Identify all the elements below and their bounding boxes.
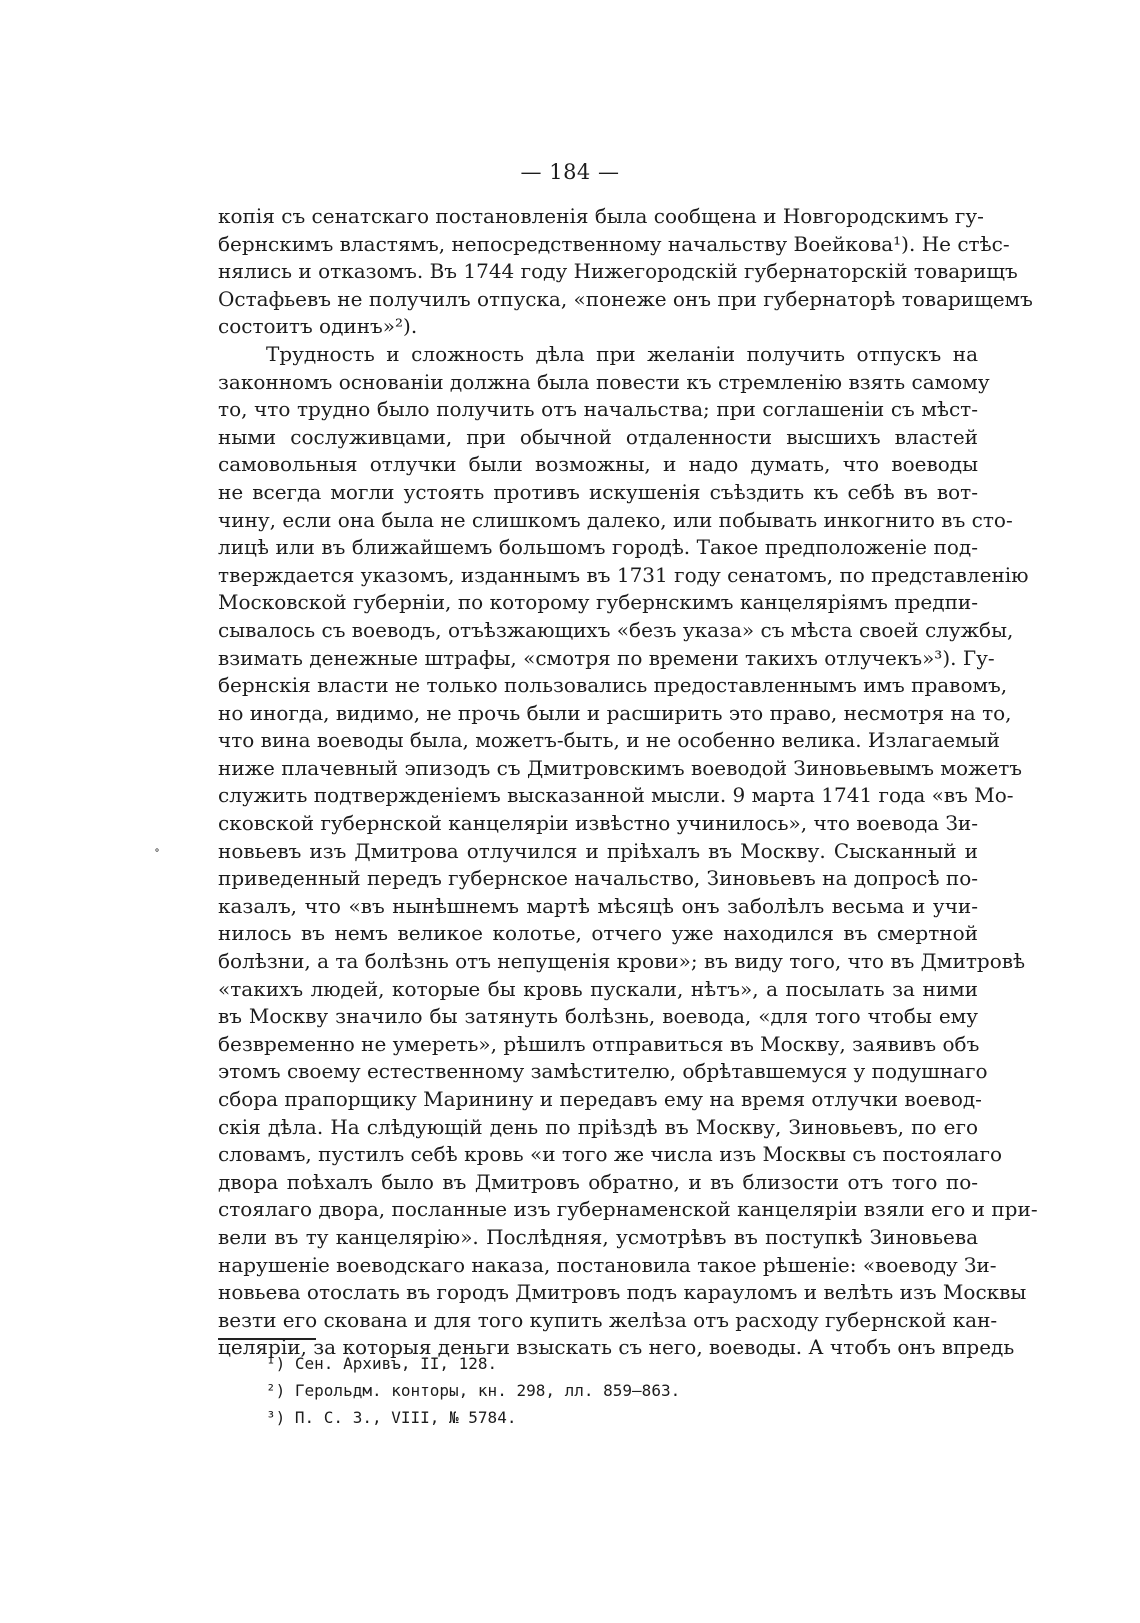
text-line: въ Москву значило бы затянуть болѣзнь, воевода, «для того чтобы ему [218,1004,978,1029]
text-line: «такихъ людей, которые бы кровь пускали, нѣтъ», а посылать за ними [218,976,978,1001]
footnote-divider [218,1338,316,1340]
text-line: самовольныя отлучки были возможны, и надо думать, что воеводы [218,452,978,477]
text-line: чину, если она была не слишкомъ далеко, или побывать инкогнито въ сто- [218,507,1013,532]
page-number: — 184 — [520,160,620,184]
text-line: сывалось съ воеводъ, отъѣзжающихъ «безъ указа» съ мѣста своей службы, [218,617,1014,642]
footnotes [266,1350,866,1431]
text-line: Остафьевъ не получилъ отпуска, «понеже онъ при губернаторѣ товарищемъ [218,286,1033,311]
text-line: лицѣ или въ ближайшемъ большомъ городѣ. Такое предположеніе под- [218,535,978,560]
text-line: безвременно не умереть», рѣшилъ отправиться въ Москву, заявивъ объ [218,1031,980,1056]
text-line: ниже плачевный эпизодъ съ Дмитровскимъ воеводой Зиновьевымъ можетъ [218,755,1023,780]
text-line: сковской губернской канцеляріи извѣстно учинилось», что воевода Зи- [218,811,978,836]
text-line: взимать денежные штрафы, «смотря по времени такихъ отлучекъ»³). Гу- [218,645,995,670]
text-line: нилось въ немъ великое колотье, отчего уже находился въ смертной [218,921,978,946]
text-line: везти его скована и для того купить желѣза отъ расходу губернской кан- [218,1307,998,1332]
body-text [218,203,1038,1362]
text-line: скія дѣла. На слѣдующій день по пріѣздѣ въ Москву, Зиновьевъ, по его [218,1114,978,1139]
text-line: словамъ, пустилъ себѣ кровь «и того же числа изъ Москвы съ постоялаго [218,1142,1002,1167]
text-line: бернскимъ властямъ, непосредственному начальству Воейкова¹). Не стѣс- [218,231,1010,256]
footnote: ²) Герольдм. конторы, кн. 298, лл. 859—863. [266,1381,681,1400]
text-line: тверждается указомъ, изданнымъ въ 1731 году сенатомъ, по представленію [218,562,1029,587]
text-line: болѣзни, а та болѣзнь отъ непущенія крови»; въ виду того, что въ Дмитровѣ [218,949,1026,974]
text-line: ными сослуживцами, при обычной отдаленности высшихъ властей [218,424,978,449]
text-line: что вина воеводы была, можетъ-быть, и не особенно велика. Излагаемый [218,728,1000,753]
text-line: то, что трудно было получить отъ начальства; при соглашеніи съ мѣст- [218,397,978,422]
text-line: но иногда, видимо, не прочь были и расширить это право, несмотря на то, [218,700,1012,725]
text-line: новьевъ изъ Дмитрова отлучился и пріѣхалъ въ Москву. Сысканный и [218,838,978,863]
scan-speck: ˚ [154,848,160,862]
footnote: ¹) Сен. Архивъ, II, 128. [266,1354,498,1373]
text-line: Трудность и сложность дѣла при желаніи получить отпускъ на [266,341,978,366]
text-line: целяріи, за которыя деньги взыскать съ него, воеводы. А чтобъ онъ впредь [218,1335,1015,1360]
text-line: состоитъ одинъ»²). [218,314,418,339]
text-line: двора поѣхалъ было въ Дмитровъ обратно, и въ близости отъ того по- [218,1169,978,1194]
text-line: этомъ своему естественному замѣстителю, обрѣтавшемуся у подушнаго [218,1059,988,1084]
text-line: законномъ основаніи должна была повести къ стремленію взять самому [218,369,990,394]
text-line: казалъ, что «въ нынѣшнемъ мартѣ мѣсяцѣ онъ заболѣлъ весьма и учи- [218,893,978,918]
text-line: нялись и отказомъ. Въ 1744 году Нижегородскій губернаторскій товарищъ [218,259,1018,284]
text-line: нарушеніе воеводскаго наказа, постановила такое рѣшеніе: «воеводу Зи- [218,1252,997,1277]
text-line: не всегда могли устоять противъ искушенія съѣздить къ себѣ въ вот- [218,479,978,504]
text-line: бернскія власти не только пользовались предоставленнымъ имъ правомъ, [218,673,1008,698]
text-line: сбора прапорщику Маринину и передавъ ему на время отлучки воевод- [218,1087,982,1111]
text-line: копія съ сенатскаго постановленія была сообщена и Новгородскимъ гу- [218,204,984,228]
text-line: новьева отослать въ городъ Дмитровъ подъ карауломъ и велѣть изъ Москвы [218,1280,1027,1305]
text-line: приведенный передъ губернское начальство, Зиновьевъ на допросѣ по- [218,866,979,891]
text-line: вели въ ту канцелярію». Послѣдняя, усмотрѣвъ въ поступкѣ Зиновьева [218,1224,978,1249]
text-line: стоялаго двора, посланные изъ губернаменской канцеляріи взяли его и при- [218,1197,1038,1222]
text-line: Московской губерніи, по которому губернскимъ канцеляріямъ предпи- [218,590,978,615]
footnote: ³) П. С. З., VIII, № 5784. [266,1408,517,1427]
text-line: служить подтвержденіемъ высказанной мысли. 9 марта 1741 года «въ Мо- [218,783,1014,808]
